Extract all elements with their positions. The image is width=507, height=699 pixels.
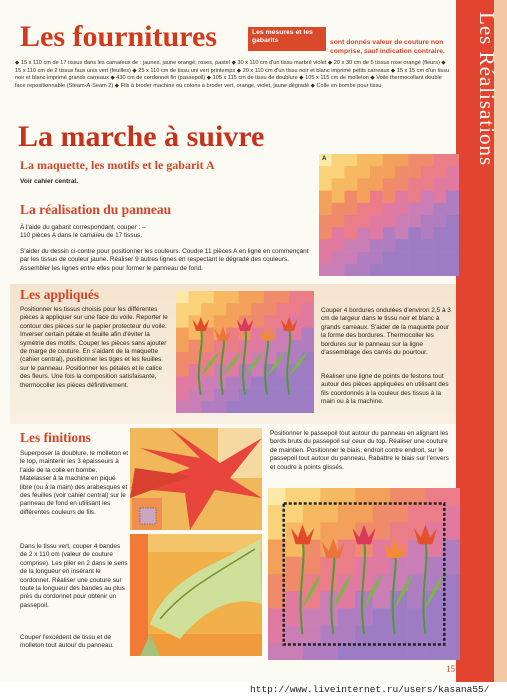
maquette-image bbox=[319, 154, 459, 276]
info-text: sont donnés valeur de couture non comprise, sauf indication contraire. bbox=[330, 39, 445, 55]
fournitures-list: ◆ 15 x 110 cm de 17 tissus dans les camaïeux de : jaunes, jaune orangé, roses, pastel ◆ 30 x 110 cm d'un tissu marbré violet ◆ 20 x 30 cm de 5 tissus rose orangé (fleurs) ◆ 15 x 110 cm de 2 tissus faux unis vert (feuilles) ◆ 25 x 110 cm de tissu uni vert printemps ◆ 20 x 110 cm d'un tissu noir et blanc imprimé petits carreaux ◆ 15 x 15 cm d'un tissu noir et blanc imprimé grands carreaux ◆ 430 cm de cordonnet fin (passepoil) ◆ 105 x 115 cm de tissu de doublure ◆ 105 x 115 cm de molleton ◆ Voile thermocollant double face repositionnable (Steam-A-Seam 2) ◆ Fils à broder machine ou cotons à broder vert, orange, violet, jaune dégradé ◆ Colle en bombe pour tissu bbox=[15, 60, 450, 89]
detail-photo-leaf bbox=[130, 534, 262, 656]
fournitures-heading: Les fournitures bbox=[20, 20, 217, 53]
voir-cahier: Voir cahier central. bbox=[20, 178, 79, 185]
panneau-p1: À l'aide du gabarit correspondant, couper : – 110 pièces A dans le camaïeu de 17 tissus. bbox=[20, 224, 146, 240]
section-title-vertical: Les Réalisations bbox=[475, 12, 499, 167]
panneau-heading: La réalisation du panneau bbox=[20, 202, 172, 217]
appliques-image bbox=[176, 291, 314, 413]
panneau-p2: S'aider du dessin ci-contre pour positionner les couleurs. Coudre 11 pièces A en ligne en commençant par les tissus de couleur jaune. Réaliser 9 autres lignes en respectant le dégradé des couleurs. Assembler les lignes entre elles pour former le panneau de fond. bbox=[20, 248, 309, 272]
appliques-heading: Les appliqués bbox=[20, 287, 100, 302]
page-number: 15 bbox=[446, 664, 455, 674]
marche-heading: La marche à suivre bbox=[18, 120, 265, 153]
appliques-right-text-2: Réaliser une ligne de points de festons tout autour des pièces appliquées en utilisant des fils coordonnés à la couleur des tissus à la main ou à la machine. bbox=[321, 373, 449, 406]
info-label: Les mesures et les gabarits bbox=[248, 27, 326, 51]
appliques-right-text-1: Couper 4 bordures ondulées d'environ 2,5 à 3 cm de largeur dans le tissu noir et blanc à grands carreaux. S'aider de la maquette pour la forme des bordures. Thermocoller les bordures sur le panneau sur la ligne d'assemblage des carrés du pourtour. bbox=[321, 307, 451, 357]
gabarit-label: A bbox=[322, 156, 327, 162]
finished-quilt-photo bbox=[268, 488, 460, 660]
finitions-p1: Superposer la doublure, le molleton et le top, maintenir les 3 épaisseurs à l'aide de la colle en bombe. Matelasser à la machine en piqué libre (ou à la main) des arabesques et des feuilles (voir cahier central) sur le panneau de fond en utilisant les différentes couleurs de fils. bbox=[20, 450, 128, 516]
finitions-heading: Les finitions bbox=[20, 430, 91, 445]
finitions-p2: Dans le tissu vert, couper 4 bandes de 2 x 110 cm (valeur de couture comprise). Les plier en 2 dans le sens de la longueur en insérant le cordonnet. Réaliser une couture sur toute la longueur des bandes au plus près du cordonnet pour obtenir un passepoil. bbox=[20, 543, 128, 609]
detail-photo-flower bbox=[130, 428, 262, 530]
appliques-left-text: Positionner les tissus choisis pour les différentes pièces à appliquer sur une face du voile. Reporter le contour des pièces sur le papier protecteur du voile. Inverser certain pétale et feuille afin d'éviter la symétrie des motifs. Couper les pièces sans ajouter de marge de couture. En s'aidant de la maquette (cahier central), positionner les tiges et les feuilles sur le panneau. Positionner les pétales et le calice des fleurs. Une fois la composition satisfaisante, thermocoller les pièces définitivement. bbox=[20, 306, 168, 389]
finitions-p3: Couper l'excédent de tissu et de molleton tout autour du panneau. bbox=[20, 634, 114, 650]
maquette-subtitle: La maquette, les motifs et le gabarit A bbox=[20, 158, 215, 172]
finitions-right-text: Positionner le passepoil tout autour du panneau en alignant les bords bruts du passepoil sur ceux du top. Réaliser une couture de maintien. Positionner le biais, endroit contre endroit, sur le passepoil tout autour du panneau. Rabattre le biais sur l'envers et coudre à points glissés. bbox=[270, 430, 449, 471]
footer-url[interactable]: http://www.liveinternet.ru/users/kasana55/ bbox=[250, 684, 490, 695]
